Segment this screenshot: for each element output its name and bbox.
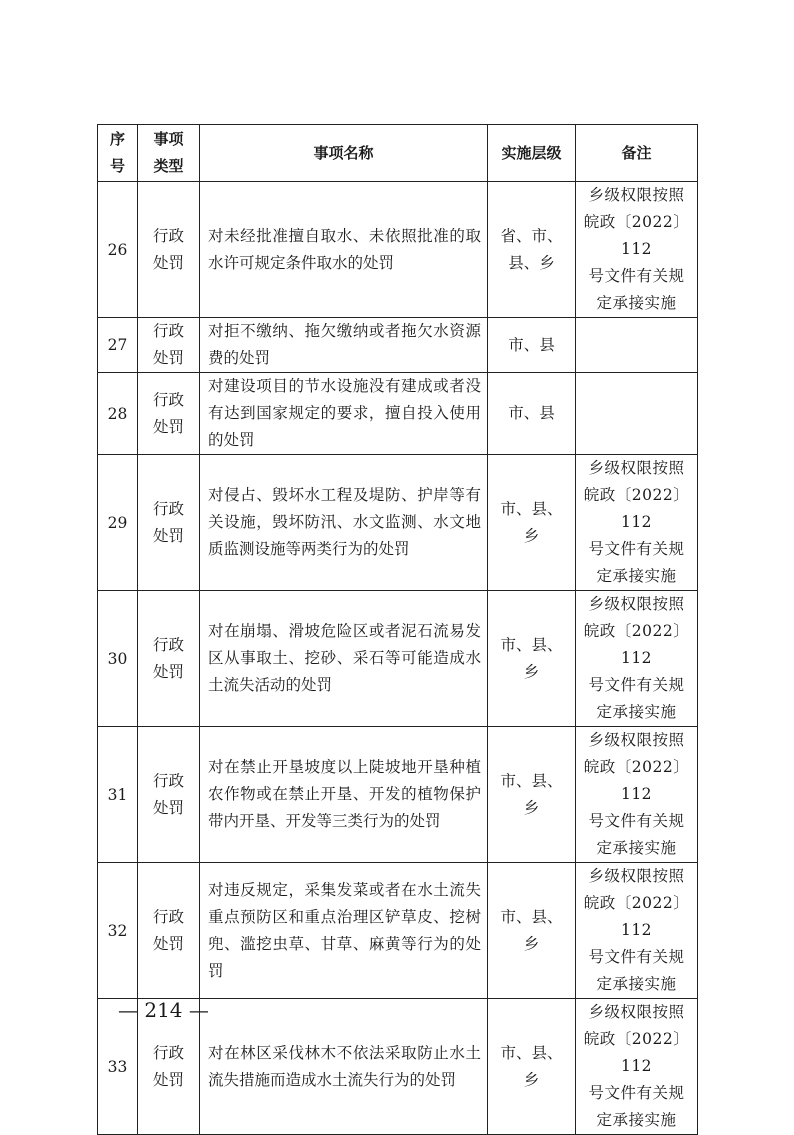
row-level: 市、县: [488, 373, 576, 455]
row-type: [138, 591, 200, 727]
table-header-row: [98, 125, 698, 182]
row-type-line: 处罚: [152, 798, 184, 817]
row-name: 对在崩塌、滑坡危险区或者泥石流易发区从事取土、挖砂、采石等可能造成水土流失活动的处罚: [200, 591, 488, 727]
row-name: 对拒不缴纳、拖欠缴纳或者拖欠水资源费的处罚: [200, 318, 488, 373]
row-level: 市、县、乡: [488, 999, 576, 1135]
row-type-line: 行政: [152, 499, 184, 518]
row-note-line: 定承接实施: [596, 567, 677, 585]
row-number: 26: [98, 182, 138, 318]
row-note-line: 乡级权限按照: [588, 186, 685, 204]
row-note-line: 号文件有关规: [588, 540, 685, 558]
header-type-line: 事项: [153, 130, 184, 148]
page-number: — 214 —: [118, 998, 209, 1022]
row-note-line: 皖政〔2022〕112: [583, 1030, 690, 1075]
row-type-line: 处罚: [152, 1070, 184, 1089]
table-row: [98, 863, 698, 999]
row-note: [576, 182, 698, 318]
row-note-line: 号文件有关规: [588, 812, 685, 830]
item-table: [97, 124, 698, 1135]
row-number: 29: [98, 455, 138, 591]
header-num: [98, 125, 138, 182]
row-note: [576, 999, 698, 1135]
row-note-line: 号文件有关规: [588, 676, 685, 694]
row-note-line: 定承接实施: [596, 1111, 677, 1129]
row-note-line: 号文件有关规: [588, 267, 685, 285]
row-note-line: 定承接实施: [596, 839, 677, 857]
row-note-line: 号文件有关规: [588, 1084, 685, 1102]
row-level: 省、市、县、乡: [488, 182, 576, 318]
row-level: 市、县、乡: [488, 591, 576, 727]
header-type: [138, 125, 200, 182]
row-type-line: 行政: [152, 390, 184, 409]
row-number: 33: [98, 999, 138, 1135]
row-type: [138, 863, 200, 999]
row-type: [138, 373, 200, 455]
row-type: [138, 182, 200, 318]
row-note: [576, 727, 698, 863]
row-note: [576, 318, 698, 373]
row-name: 对违反规定，采集发菜或者在水土流失重点预防区和重点治理区铲草皮、挖树兜、滥挖虫草、甘草、麻黄等行为的处罚: [200, 863, 488, 999]
row-note: [576, 591, 698, 727]
table-row: [98, 591, 698, 727]
row-number: 30: [98, 591, 138, 727]
row-type-line: 处罚: [152, 349, 184, 367]
row-type-line: 处罚: [152, 526, 184, 545]
row-type-line: 处罚: [152, 662, 184, 681]
row-note-line: 乡级权限按照: [588, 731, 685, 749]
row-level: 市、县、乡: [488, 727, 576, 863]
header-level: 实施层级: [488, 125, 576, 182]
row-note: [576, 455, 698, 591]
row-note-line: 皖政〔2022〕112: [583, 486, 690, 531]
row-note-line: 定承接实施: [596, 975, 677, 993]
row-type-line: 行政: [152, 771, 184, 790]
row-number: 28: [98, 373, 138, 455]
row-note-line: 乡级权限按照: [588, 867, 685, 885]
row-number: 32: [98, 863, 138, 999]
row-note: [576, 373, 698, 455]
table-row: [98, 727, 698, 863]
row-note-line: 皖政〔2022〕112: [583, 758, 690, 803]
row-name: 对在林区采伐林木不依法采取防止水土流失措施而造成水土流失行为的处罚: [200, 999, 488, 1135]
row-name: 对建设项目的节水设施没有建成或者没有达到国家规定的要求，擅自投入使用的处罚: [200, 373, 488, 455]
row-level: 市、县、乡: [488, 863, 576, 999]
row-note-line: 乡级权限按照: [588, 459, 685, 477]
row-type: [138, 727, 200, 863]
row-type-line: 行政: [152, 322, 184, 340]
row-note-line: 定承接实施: [596, 294, 677, 312]
table-row: [98, 373, 698, 455]
row-note-line: 皖政〔2022〕112: [583, 894, 690, 939]
row-number: 31: [98, 727, 138, 863]
row-number: 27: [98, 318, 138, 373]
header-note: 备注: [576, 125, 698, 182]
header-name: 事项名称: [200, 125, 488, 182]
row-note-line: 皖政〔2022〕112: [583, 622, 690, 667]
row-type-line: 行政: [152, 1043, 184, 1062]
row-type-line: 处罚: [152, 417, 184, 436]
row-name: 对未经批准擅自取水、未依照批准的取水许可规定条件取水的处罚: [200, 182, 488, 318]
row-level: 市、县、乡: [488, 455, 576, 591]
row-note-line: 定承接实施: [596, 703, 677, 721]
row-note-line: 乡级权限按照: [588, 595, 685, 613]
row-type-line: 行政: [152, 635, 184, 654]
row-type-line: 行政: [152, 907, 184, 926]
row-type-line: 处罚: [152, 253, 184, 272]
header-num-line: 序: [109, 130, 125, 148]
row-type-line: 处罚: [152, 934, 184, 953]
row-name: 对侵占、毁坏水工程及堤防、护岸等有关设施，毁坏防汛、水文监测、水文地质监测设施等两类行为的处罚: [200, 455, 488, 591]
header-type-line: 类型: [153, 157, 184, 175]
row-type: [138, 455, 200, 591]
row-level: 市、县: [488, 318, 576, 373]
table-row: [98, 182, 698, 318]
table-row: [98, 455, 698, 591]
table-row: [98, 318, 698, 373]
header-num-line: 号: [109, 157, 125, 175]
row-type: [138, 318, 200, 373]
row-note-line: 皖政〔2022〕112: [583, 213, 690, 258]
row-note-line: 号文件有关规: [588, 948, 685, 966]
row-note: [576, 863, 698, 999]
row-type-line: 行政: [152, 226, 184, 245]
row-note-line: 乡级权限按照: [588, 1003, 685, 1021]
row-name: 对在禁止开垦坡度以上陡坡地开垦种植农作物或在禁止开垦、开发的植物保护带内开垦、开发等三类行为的处罚: [200, 727, 488, 863]
